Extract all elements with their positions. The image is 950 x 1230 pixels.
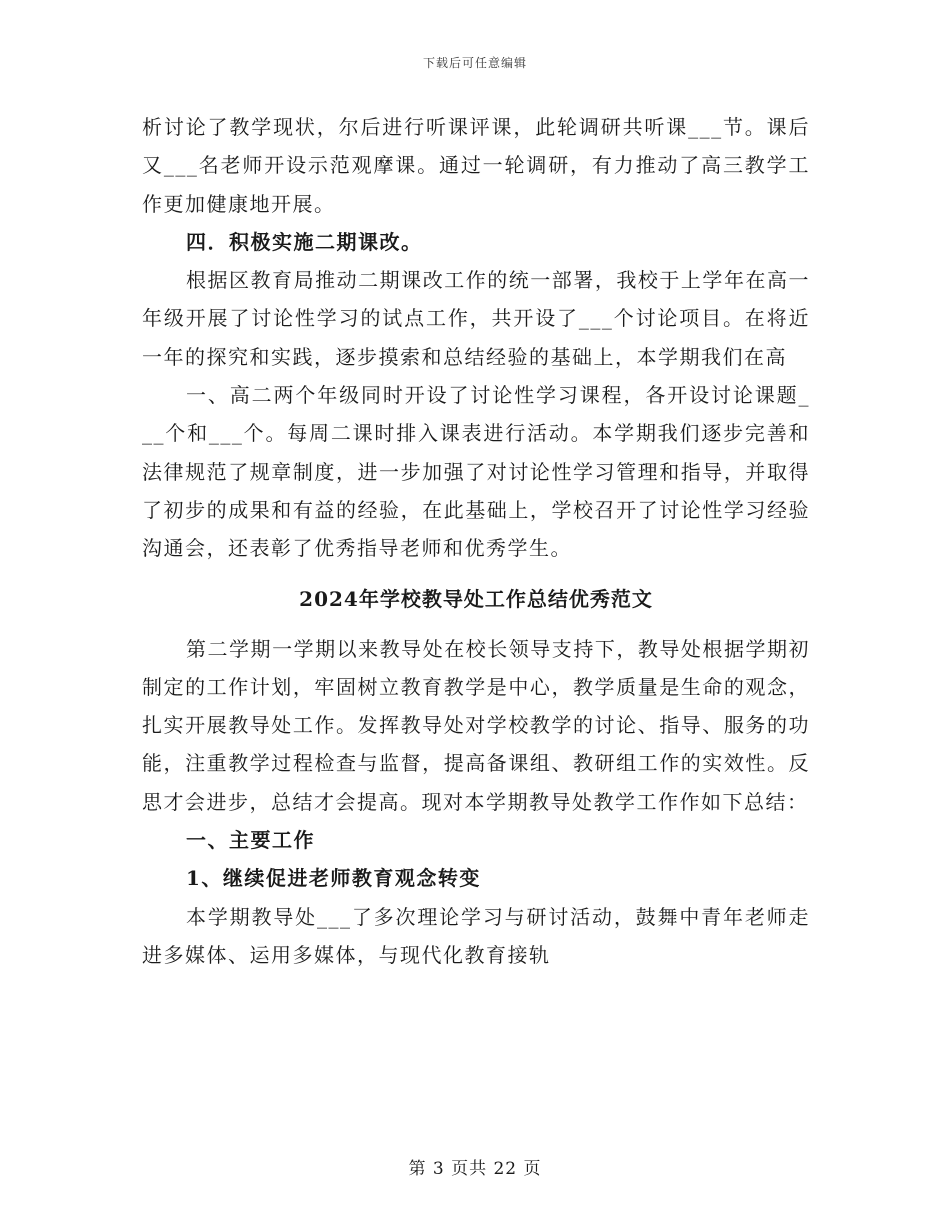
subsection-heading-teacher-concepts: 1、继续促进老师教育观念转变 (186, 866, 481, 891)
paragraph-introduction: 第二学期一学期以来教导处在校长领导支持下，教导处根据学期初制定的工作计划，牢固树立教育教学是中心，教学质量是生命的观念，扎实开展教导处工作。发挥教导处对学校教学的讨论、指导、服务的功能，注重教学过程检查与监督，提高备课组、教研组工作的实效性。反思才会进步，总结才会提高。现对本学期教导处教学工作作如下总结： (142, 636, 810, 814)
page-header-note: 下载后可任意编辑 (422, 56, 527, 70)
article-title: 2024年学校教导处工作总结优秀范文 (299, 586, 653, 611)
paragraph-teacher-concepts: 本学期教导处___了多次理论学习与研讨活动，鼓舞中青年老师走进多媒体、运用多媒体，与现代化教育接轨 (142, 904, 810, 967)
paragraph-research-summary: 析讨论了教学现状，尔后进行听课评课，此轮调研共听课___节。课后又___名老师开设示范观摩课。通过一轮调研，有力推动了高三教学工作更加健康地开展。 (142, 115, 810, 216)
paragraph-curriculum-reform: 根据区教育局推动二期课改工作的统一部署，我校于上学年在高一年级开展了讨论性学习的试点工作，共开设了___个讨论项目。在将近一年的探究和实践，逐步摸索和总结经验的基础上，本学期我们在高 (142, 268, 810, 369)
document-body (142, 108, 810, 974)
paragraph-research-learning: 一、高二两个年级同时开设了讨论性学习课程，各开设讨论课题___个和___个。每周二课时排入课表进行活动。本学期我们逐步完善和法律规范了规章制度，进一步加强了对讨论性学习管理和指导，并取得了初步的成果和有益的经验，在此基础上，学校召开了讨论性学习经验沟通会，还表彰了优秀指导老师和优秀学生。 (142, 383, 810, 561)
section-heading-curriculum-reform: 四．积极实施二期课改。 (186, 229, 423, 254)
page-number: 第 3 页共 22 页 (408, 1159, 542, 1179)
section-heading-main-work: 一、主要工作 (186, 828, 315, 853)
